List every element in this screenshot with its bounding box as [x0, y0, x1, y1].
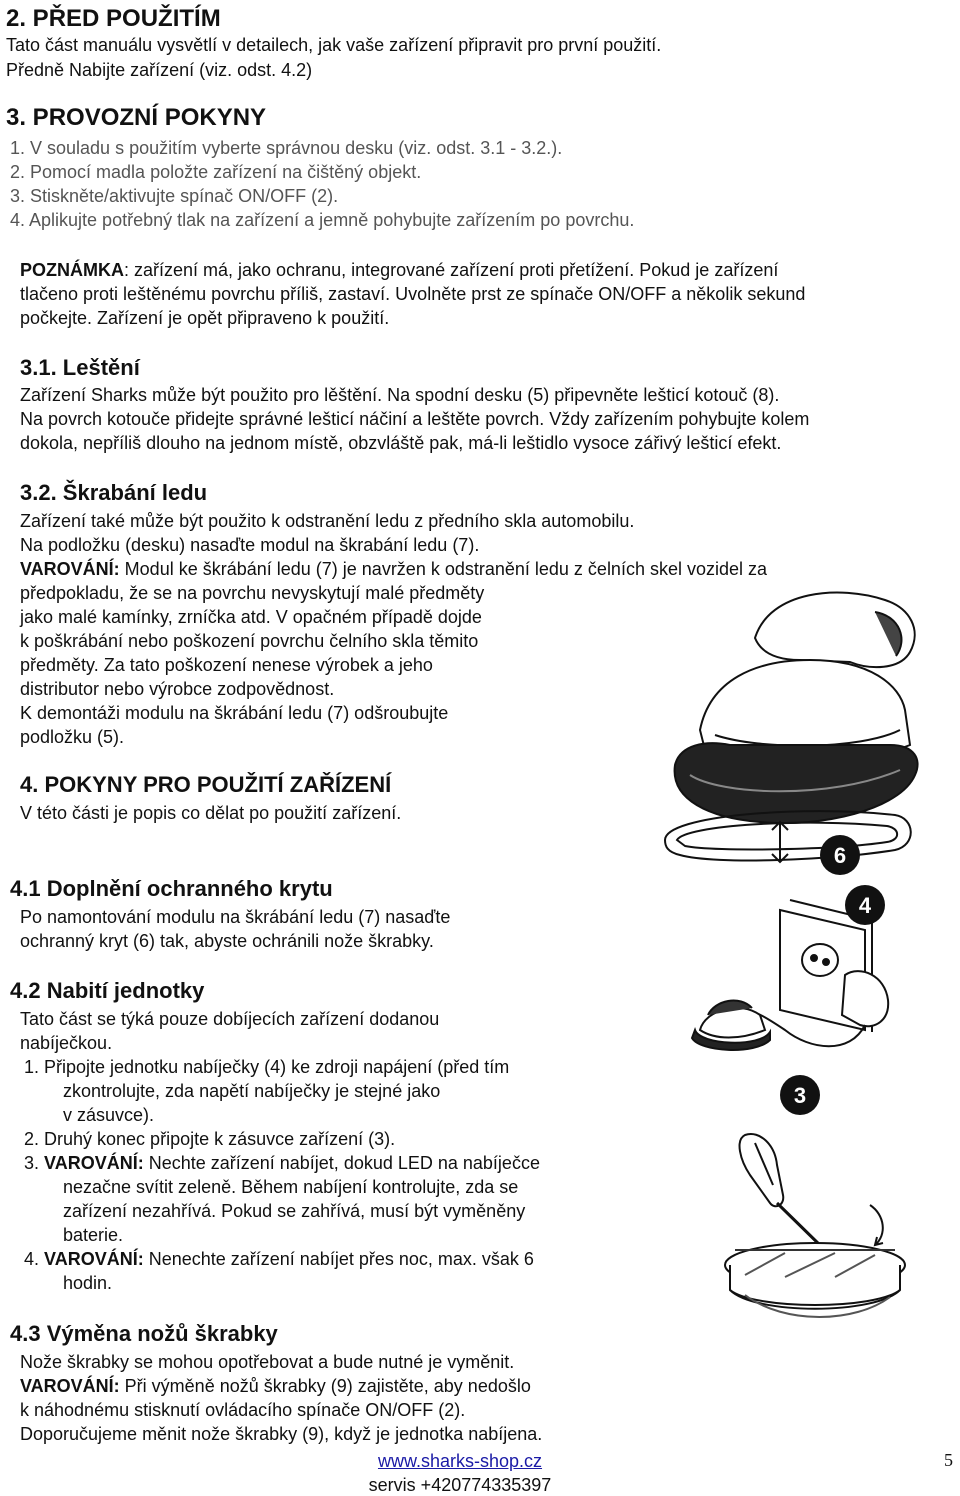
footer-url[interactable] [310, 1451, 610, 1472]
section-3-2-warning-line-6: distributor nebo výrobce zodpovědnost. [20, 679, 335, 699]
note-line-1 [20, 258, 956, 282]
callout-3-label: 3 [793, 1083, 807, 1108]
section-4-2-step-3-d: baterie. [63, 1225, 124, 1245]
note-line-2: tlačeno proti leštěnému povrchu příliš, zastaví. Uvolněte prst ze spínače ON/OFF a několik sekund [20, 284, 806, 304]
section-3-2-heading: 3.2. Škrabání ledu [20, 480, 208, 505]
note-label: POZNÁMKA [20, 260, 124, 280]
section-4-2-step-2: 2. Druhý konec připojte k zásuvce zařízení (3). [24, 1129, 396, 1149]
section-3-2-warning-line-1 [20, 557, 767, 581]
section-4-2-intro-2: nabíječkou. [20, 1033, 113, 1053]
section-4-2-step-1-c: v zásuvce). [63, 1105, 155, 1125]
section-3-2-line-2: Na podložku (desku) nasaďte modul na škrabání ledu (7). [20, 535, 480, 555]
step-4-warning-label: VAROVÁNÍ: [44, 1249, 144, 1269]
blade-replacement-figure [705, 1125, 915, 1335]
section-3-1-line-1: Zařízení Sharks může být použito pro lěštění. Na spodní desku (5) připevněte lešticí kotouč (8). [20, 385, 780, 405]
note-line-3: počkejte. Zařízení je opět připraveno k použití. [20, 308, 390, 328]
step-3-number: 3. [24, 1153, 40, 1173]
warning-text-1: Modul ke škrábání ledu (7) je navržen k odstranění ledu z čelních skel vozidel za [119, 559, 768, 579]
section-3-2-warning-line-5: předměty. Za tato poškození nenese výrobek a jeho [20, 655, 433, 675]
section-4-3-warning-line-2: k náhodnému stisknutí ovládacího spínače ON/OFF (2). [20, 1400, 466, 1420]
section-4-2-step-3-b: nezačne svítit zeleně. Během nabíjení kontrolujte, zda se [63, 1177, 519, 1197]
protective-cover-figure [655, 800, 960, 880]
callout-4-label: 4 [858, 893, 872, 918]
section-3-step-4: 4. Aplikujte potřebný tlak na zařízení a jemně pohybujte zařízením po povrchu. [10, 210, 635, 230]
section-3-2-warning-line-2: předpokladu, že se na povrchu nevyskytují malé předměty [20, 583, 485, 603]
section-4-1-line-2: ochranný kryt (6) tak, abyste ochránili nože škrabky. [20, 931, 434, 951]
section-4-2-step-4-b: hodin. [63, 1273, 113, 1293]
section-4-2-step-1-b: zkontrolujte, zda napětí nabíječky je stejné jako [63, 1081, 441, 1101]
section-4-2-step-3-c: zařízení nezahřívá. Pokud se zahřívá, musí být vyměněny [63, 1201, 526, 1221]
website-link[interactable]: www.sharks-shop.cz [377, 1451, 543, 1471]
section-4-3-warning-label: VAROVÁNÍ: [20, 1376, 120, 1396]
section-2-line-2: Předně Nabijte zařízení (viz. odst. 4.2) [6, 60, 313, 80]
section-4-2-step-3-a [24, 1151, 540, 1175]
section-2-heading: 2. PŘED POUŽITÍM [6, 5, 221, 32]
step-4-text: Nenechte zařízení nabíjet přes noc, max. však 6 [143, 1249, 534, 1269]
section-4-3-warning-line-1 [20, 1374, 531, 1398]
section-3-2-line-1: Zařízení také může být použito k odstranění ledu z předního skla automobilu. [20, 511, 635, 531]
step-3-text: Nechte zařízení nabíjet, dokud LED na nabíječce [143, 1153, 540, 1173]
section-3-1-line-2: Na povrch kotouče přidejte správné lešticí náčiní a leštěte povrch. Vždy zařízením pohybujte kolem [20, 409, 810, 429]
step-4-number: 4. [24, 1249, 40, 1269]
section-3-1-line-3: dokola, nepříliš dlouho na jednom místě, obzvláště pak, má-li leštidlo vysoce zářivý lešticí efekt. [20, 433, 782, 453]
callout-6-label: 6 [833, 843, 847, 868]
section-3-heading: 3. PROVOZNÍ POKYNY [6, 104, 267, 131]
section-3-2-warning-line-4: k poškrábání nebo poškození povrchu čelního skla těmito [20, 631, 479, 651]
section-4-2-heading: 4.2 Nabití jednotky [10, 978, 205, 1003]
charger-figure [660, 880, 960, 1125]
section-4-1-heading: 4.1 Doplnění ochranného krytu [10, 876, 333, 901]
section-4-2-intro-1: Tato část se týká pouze dobíjecích zařízení dodanou [20, 1009, 440, 1029]
note-text-1: : zařízení má, jako ochranu, integrované zařízení proti přetížení. Pokud je zařízení [124, 260, 779, 280]
footer-service: servis +420774335397 [368, 1475, 552, 1495]
section-4-1-line-1: Po namontování modulu na škrábání ledu (7) nasaďte [20, 907, 451, 927]
section-4-heading: 4. POKYNY PRO POUŽITÍ ZAŘÍZENÍ [20, 772, 392, 797]
section-4-3-heading: 4.3 Výměna nožů škrabky [10, 1321, 278, 1346]
section-3-step-3: 3. Stiskněte/aktivujte spínač ON/OFF (2). [10, 186, 339, 206]
page-number: 5 [944, 1450, 953, 1470]
step-3-warning-label: VAROVÁNÍ: [44, 1153, 144, 1173]
section-4-line: V této části je popis co dělat po použití zařízení. [20, 803, 402, 823]
section-4-2-step-1-a: 1. Připojte jednotku nabíječky (4) ke zdroji napájení (před tím [24, 1057, 510, 1077]
section-3-step-1: 1. V souladu s použitím vyberte správnou desku (viz. odst. 3.1 - 3.2.). [10, 138, 563, 158]
section-3-2-warning-line-7: K demontáži modulu na škrábání ledu (7) odšroubujte [20, 703, 449, 723]
section-4-3-last-line: Doporučujeme měnit nože škrabky (9), když je jednotka nabíjena. [20, 1424, 543, 1444]
section-3-2-warning-line-3: jako malé kamínky, zrníčka atd. V opačném případě dojde [20, 607, 482, 627]
section-4-3-warning-text: Při výměně nožů škrabky (9) zajistěte, aby nedošlo [119, 1376, 531, 1396]
section-2-line-1: Tato část manuálu vysvětlí v detailech, jak vaše zařízení připravit pro první použití. [6, 35, 662, 55]
section-3-step-2: 2. Pomocí madla položte zařízení na čištěný objekt. [10, 162, 422, 182]
section-3-2-warning-line-8: podložku (5). [20, 727, 125, 747]
warning-label: VAROVÁNÍ: [20, 559, 120, 579]
section-4-2-step-4-a [24, 1247, 534, 1271]
section-3-1-heading: 3.1. Leštění [20, 355, 140, 380]
section-4-3-line-1: Nože škrabky se mohou opotřebovat a bude nutné je vyměnit. [20, 1352, 515, 1372]
